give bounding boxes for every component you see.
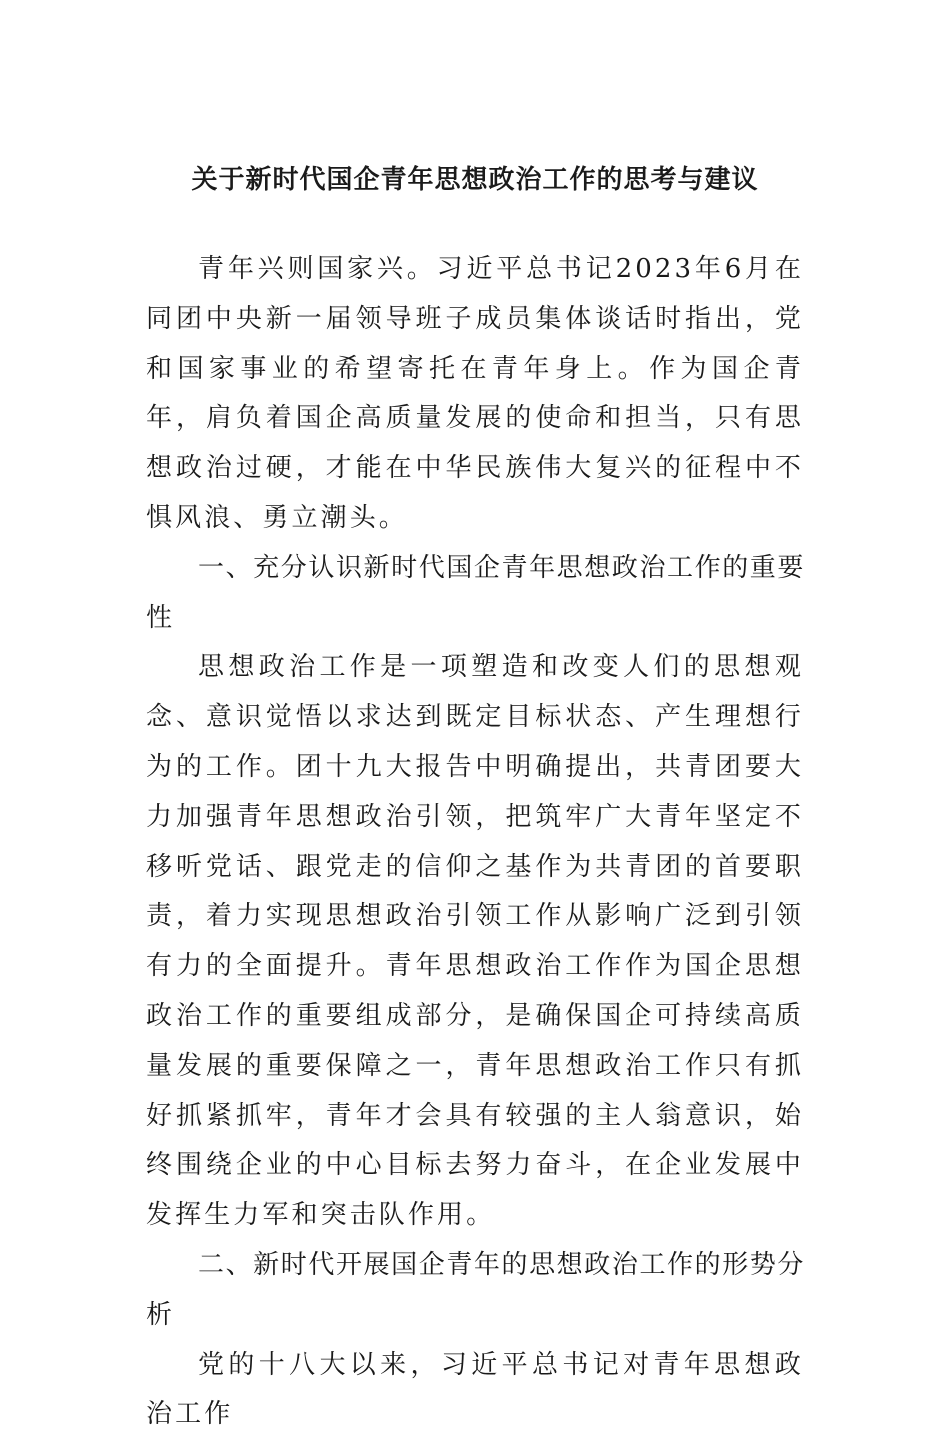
paragraph-section-2: 党的十八大以来，习近平总书记对青年思想政治工作 xyxy=(146,1349,804,1430)
paragraph-intro: 青年兴则国家兴。习近平总书记2023年6月在同团中央新一届领导班子成员集体谈话时指出，党和国家事业的希望寄托在青年身上。作为国企青年，肩负着国企高质量发展的使命和担当，只有思想政治过硬，才能在中华民族伟大复兴的征程中不惧风浪、勇立潮头。 xyxy=(146,254,804,533)
paragraph-section-1: 思想政治工作是一项塑造和改变人们的思想观念、意识觉悟以求达到既定目标状态、产生理想行为的工作。团十九大报告中明确提出，共青团要大力加强青年思想政治引领，把筑牢广大青年坚定不移听党话、跟党走的信仰之基作为共青团的首要职责，着力实现思想政治引领工作从影响广泛到引领有力的全面提升。青年思想政治工作作为国企思想政治工作的重要组成部分，是确保国企可持续高质量发展的重要保障之一，青年思想政治工作只有抓好抓紧抓牢，青年才会具有较强的主人翁意识，始终围绕企业的中心目标去努力奋斗，在企业发展中发挥生力军和突击队作用。 xyxy=(146,652,804,1231)
section-heading-1: 一、充分认识新时代国企青年思想政治工作的重要性 xyxy=(146,552,804,633)
section-heading-2: 二、新时代开展国企青年的思想政治工作的形势分析 xyxy=(146,1249,804,1330)
document-title: 关于新时代国企青年思想政治工作的思考与建议 xyxy=(191,165,759,195)
document-body xyxy=(146,245,804,1440)
